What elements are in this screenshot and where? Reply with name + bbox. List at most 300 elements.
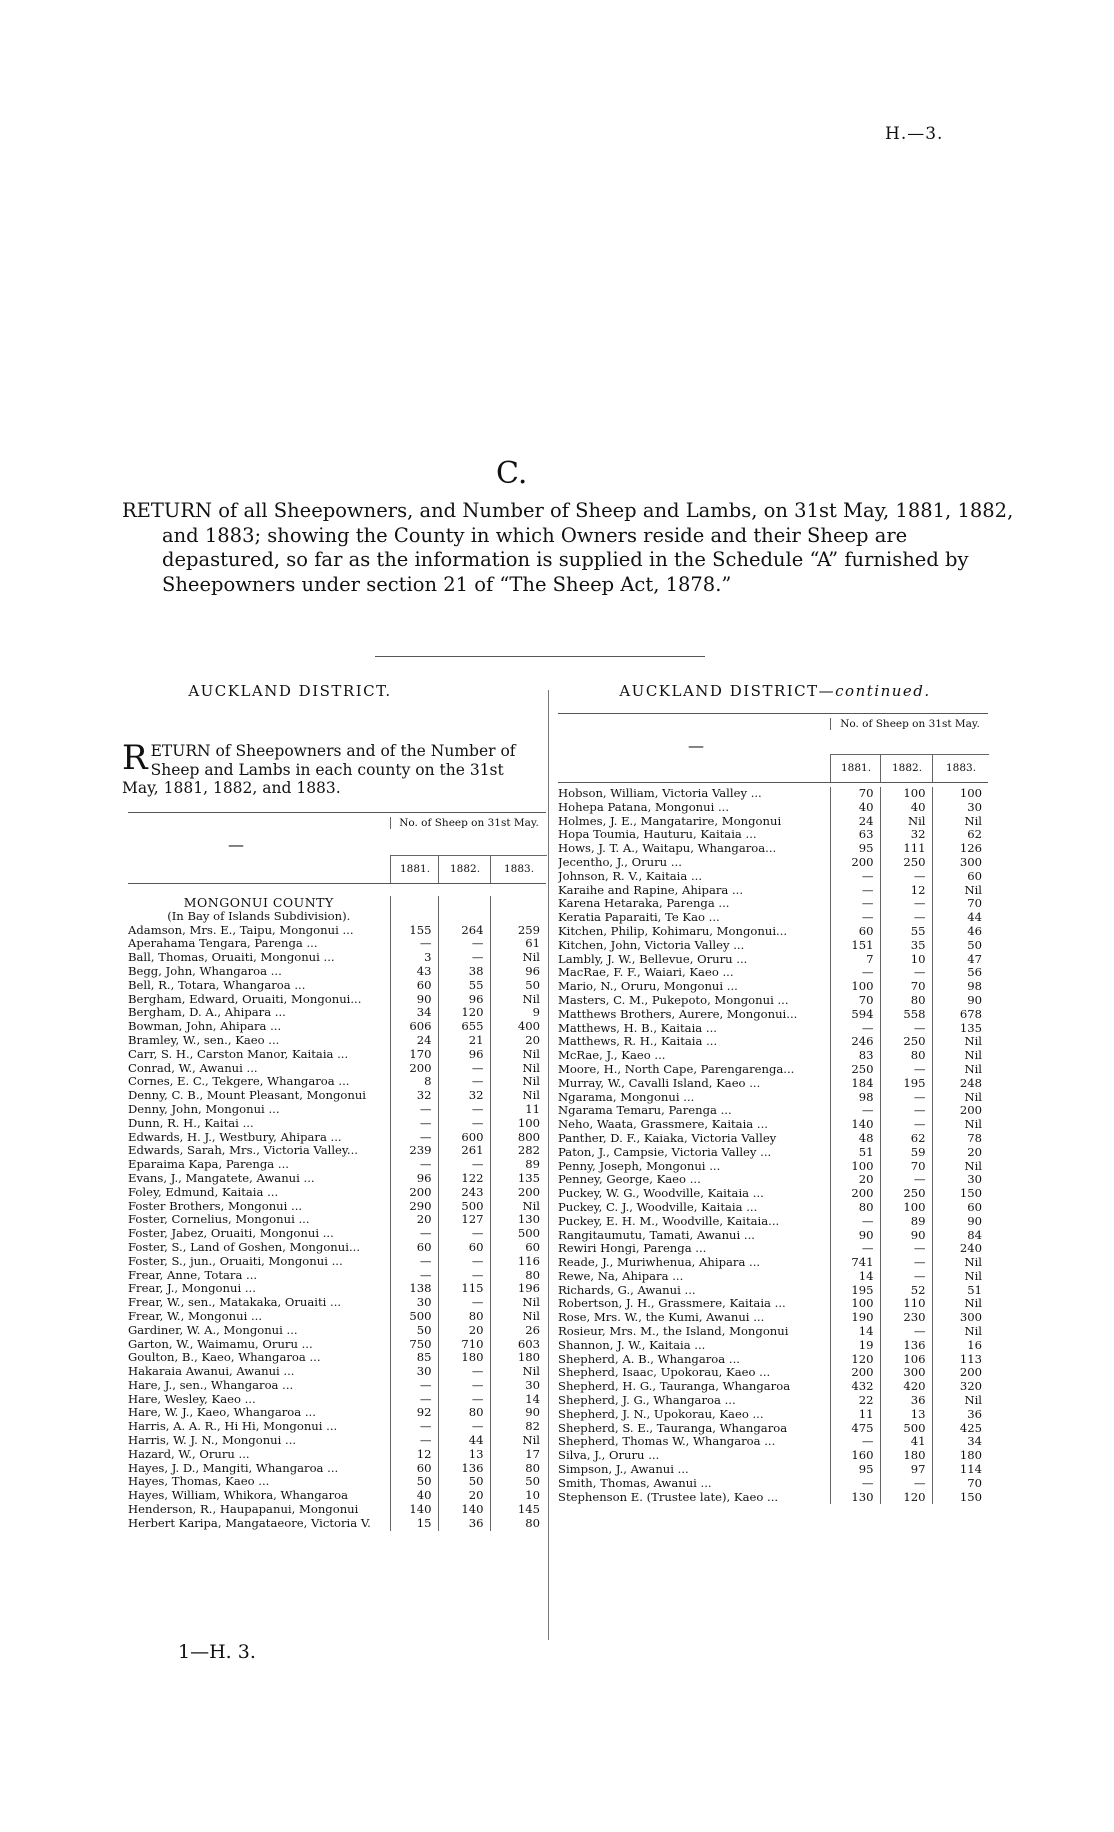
table-row <box>128 1131 546 1145</box>
sheep-1883-cell: 78 <box>932 1132 988 1146</box>
owner-cell: Karaihe and Rapine, Ahipara ... <box>558 883 744 897</box>
sheep-1882-cell: 80 <box>438 1310 490 1324</box>
section-row <box>128 896 546 910</box>
table-row <box>128 1172 546 1186</box>
table-row <box>558 1201 988 1215</box>
owner-cell: Frear, W., Mongonui ... <box>128 1309 263 1323</box>
sheep-1883-cell: 116 <box>490 1255 546 1269</box>
sheep-1881-cell: 190 <box>830 1311 880 1325</box>
sheep-1882-cell: — <box>438 1393 490 1407</box>
sheep-1882-cell: 180 <box>438 1351 490 1365</box>
owner-cell: Kitchen, John, Victoria Valley ... <box>558 938 745 952</box>
column-divider <box>548 690 549 1640</box>
sheep-1881-cell: 60 <box>390 1241 438 1255</box>
owner-cell: Puckey, C. J., Woodville, Kaitaia ... <box>558 1200 758 1214</box>
header-year-1883: 1883. <box>932 754 989 782</box>
owner-cell: Edwards, H. J., Westbury, Ahipara ... <box>128 1130 342 1144</box>
sheep-1883-cell: 50 <box>490 979 546 993</box>
owner-cell: Bramley, W., sen., Kaeo ... <box>128 1033 280 1047</box>
table-row <box>558 994 988 1008</box>
sheep-1883-cell: 20 <box>932 1146 988 1160</box>
table-row <box>558 1118 988 1132</box>
owner-cell: Cornes, E. C., Tekgere, Whangaroa ... <box>128 1075 350 1089</box>
owner-cell: Rewiri Hongi, Parenga ... <box>558 1242 707 1256</box>
owner-cell: Matthews Brothers, Aurere, Mongonui... <box>558 1007 798 1021</box>
table-row <box>128 1310 546 1324</box>
owner-cell: Foster, Cornelius, Mongonui ... <box>128 1213 310 1227</box>
sheep-1883-cell: 240 <box>932 1242 988 1256</box>
sheep-1881-cell: 170 <box>390 1048 438 1062</box>
sheep-1881-cell: 92 <box>390 1406 438 1420</box>
owner-cell: Puckey, E. H. M., Woodville, Kaitaia... <box>558 1214 780 1228</box>
sheep-1881-cell: 250 <box>830 1063 880 1077</box>
sheep-1883-cell: 800 <box>490 1131 546 1145</box>
sheep-1882-cell: 40 <box>880 801 932 815</box>
table-row <box>558 1394 988 1408</box>
owner-cell: Foster, S., jun., Oruaiti, Mongonui ... <box>128 1254 343 1268</box>
table-row <box>558 1022 988 1036</box>
sheep-1883-cell: Nil <box>932 884 988 898</box>
sheep-1881-cell: — <box>830 1242 880 1256</box>
table-row <box>128 965 546 979</box>
sheep-1882-cell: — <box>438 1420 490 1434</box>
sheep-1882-cell: — <box>438 1365 490 1379</box>
owner-cell: Panther, D. F., Kaiaka, Victoria Valley <box>558 1131 777 1145</box>
sheep-1881-cell: 60 <box>830 925 880 939</box>
owner-cell: Frear, Anne, Totara ... <box>128 1268 258 1282</box>
left-table-header <box>128 812 546 884</box>
owner-cell: Aperahama Tengara, Parenga ... <box>128 937 318 951</box>
sheep-1882-cell: 52 <box>880 1284 932 1298</box>
sheep-1883-cell: Nil <box>932 1118 988 1132</box>
table-row <box>558 1091 988 1105</box>
sheep-1883-cell: Nil <box>490 1075 546 1089</box>
sheep-1883-cell: 500 <box>490 1227 546 1241</box>
table-row <box>558 1160 988 1174</box>
sheep-1881-cell: 239 <box>390 1144 438 1158</box>
owner-cell: Hazard, W., Oruru ... <box>128 1447 250 1461</box>
sheep-1881-cell: 200 <box>830 1187 880 1201</box>
sheep-1882-cell: 100 <box>880 1201 932 1215</box>
sheep-1883-cell: Nil <box>932 1035 988 1049</box>
table-row <box>558 1463 988 1477</box>
owner-cell: Bergham, D. A., Ahipara ... <box>128 1006 286 1020</box>
table-row <box>558 815 988 829</box>
owner-cell: Frear, J., Mongonui ... <box>128 1282 256 1296</box>
sheep-1881-cell: — <box>830 1022 880 1036</box>
sheep-1882-cell: — <box>880 1256 932 1270</box>
sheep-1883-cell: 180 <box>490 1351 546 1365</box>
sheep-1881-cell: 594 <box>830 1008 880 1022</box>
table-row <box>128 1489 546 1503</box>
sheep-1881-cell: — <box>830 911 880 925</box>
table-row <box>128 1296 546 1310</box>
page-footer: 1—H. 3. <box>178 1641 256 1663</box>
section-letter: C. <box>496 456 528 491</box>
sheep-1881-cell: 160 <box>830 1449 880 1463</box>
sheep-1883-cell: 400 <box>490 1020 546 1034</box>
sheep-1882-cell: Nil <box>880 815 932 829</box>
sheep-1883-cell: 114 <box>932 1463 988 1477</box>
sheep-1881-cell: — <box>390 1269 438 1283</box>
owner-cell: MacRae, F. F., Waiari, Kaeo ... <box>558 966 734 980</box>
sheep-1883-cell: 50 <box>490 1475 546 1489</box>
table-row <box>128 1006 546 1020</box>
sheep-1882-cell: 96 <box>438 993 490 1007</box>
sheep-1881-cell: 95 <box>830 1463 880 1477</box>
sheep-1881-cell: — <box>830 870 880 884</box>
owner-cell: Simpson, J., Awanui ... <box>558 1463 689 1477</box>
sheep-1883-cell: 70 <box>932 897 988 911</box>
sheep-1881-cell: 30 <box>390 1296 438 1310</box>
sheep-1883-cell: 248 <box>932 1077 988 1091</box>
sheep-1881-cell: 70 <box>830 994 880 1008</box>
owner-cell: Rewe, Na, Ahipara ... <box>558 1269 684 1283</box>
sheep-1883-cell: 300 <box>932 1311 988 1325</box>
sheep-1883-cell: 96 <box>490 965 546 979</box>
owner-cell: Hayes, Thomas, Kaeo ... <box>128 1475 270 1489</box>
table-row <box>558 1284 988 1298</box>
sheep-1882-cell: 59 <box>880 1146 932 1160</box>
table-row <box>128 1448 546 1462</box>
sheep-1881-cell: — <box>390 1131 438 1145</box>
sheep-1883-cell: 113 <box>932 1353 988 1367</box>
owner-cell: Shepherd, H. G., Tauranga, Whangaroa <box>558 1380 791 1394</box>
table-row <box>128 979 546 993</box>
sheep-1883-cell: 36 <box>932 1408 988 1422</box>
owner-cell: Masters, C. M., Pukepoto, Mongonui ... <box>558 993 789 1007</box>
sheep-1881-cell: 11 <box>830 1408 880 1422</box>
owner-cell: Hopa Toumia, Hauturu, Kaitaia ... <box>558 828 757 842</box>
table-row <box>558 1366 988 1380</box>
sheep-1882-cell: 250 <box>880 1035 932 1049</box>
table-row <box>558 884 988 898</box>
owner-cell: Adamson, Mrs. E., Taipu, Mongonui ... <box>128 923 354 937</box>
sheep-1881-cell: 96 <box>390 1172 438 1186</box>
sheep-1881-cell: — <box>390 1434 438 1448</box>
owner-cell: Henderson, R., Haupapanui, Mongonui <box>128 1503 359 1517</box>
sheep-1881-cell: — <box>830 1477 880 1491</box>
owner-cell: Mario, N., Oruru, Mongonui ... <box>558 980 738 994</box>
sheep-1883-cell: Nil <box>490 993 546 1007</box>
owner-cell: Harris, A. A. R., Hi Hi, Mongonui ... <box>128 1420 338 1434</box>
owner-cell: Conrad, W., Awanui ... <box>128 1061 258 1075</box>
sheep-1882-cell: 90 <box>880 1229 932 1243</box>
sheep-1882-cell: 710 <box>438 1338 490 1352</box>
table-row <box>128 1255 546 1269</box>
owner-cell: Matthews, H. B., Kaitaia ... <box>558 1021 717 1035</box>
table-row <box>128 1406 546 1420</box>
sheep-1882-cell: — <box>880 1477 932 1491</box>
table-row <box>558 911 988 925</box>
sheep-1882-cell: — <box>438 1255 490 1269</box>
table-row <box>128 993 546 1007</box>
table-row <box>128 1324 546 1338</box>
sheep-1881-cell: 19 <box>830 1339 880 1353</box>
sheep-1883-cell: 282 <box>490 1144 546 1158</box>
sheep-1882-cell: — <box>438 951 490 965</box>
owner-cell: Harris, W. J. N., Mongonui ... <box>128 1434 297 1448</box>
intro-text: ETURN of Sheepowners and of the Number of Sheep and Lambs in each county on the 31st May, 1881, 1882, and 1883. <box>122 742 516 797</box>
sheep-1882-cell: 20 <box>438 1489 490 1503</box>
sheep-1883-cell: 200 <box>490 1186 546 1200</box>
sheep-1881-cell: — <box>390 1227 438 1241</box>
sheep-1881-cell: 7 <box>830 953 880 967</box>
sheep-1883-cell: Nil <box>490 951 546 965</box>
sheep-1882-cell: 136 <box>438 1462 490 1476</box>
sheep-1882-cell: 558 <box>880 1008 932 1022</box>
owner-cell: Silva, J., Oruru ... <box>558 1449 660 1463</box>
owner-cell: Hayes, J. D., Mangiti, Whangaroa ... <box>128 1461 339 1475</box>
sheep-1883-cell: 70 <box>932 1477 988 1491</box>
owner-cell: McRae, J., Kaeo ... <box>558 1049 666 1063</box>
table-row <box>128 1075 546 1089</box>
sheep-1882-cell: 13 <box>880 1408 932 1422</box>
sheep-1881-cell: — <box>830 1435 880 1449</box>
owner-cell: Puckey, W. G., Woodville, Kaitaia ... <box>558 1187 764 1201</box>
owner-cell: Herbert Karipa, Mangataeore, Victoria V. <box>128 1516 371 1530</box>
owner-cell: Hare, Wesley, Kaeo ... <box>128 1392 256 1406</box>
sheep-1881-cell: 34 <box>390 1006 438 1020</box>
sheep-1883-cell: Nil <box>932 1063 988 1077</box>
table-row <box>558 980 988 994</box>
sheep-1882-cell: — <box>438 1117 490 1131</box>
sheep-1882-cell: 55 <box>438 979 490 993</box>
table-row <box>128 1034 546 1048</box>
owner-cell: Hare, J., sen., Whangaroa ... <box>128 1378 294 1392</box>
sheep-1882-cell: 35 <box>880 939 932 953</box>
sheep-1882-cell: 70 <box>880 980 932 994</box>
sheep-1883-cell: 90 <box>932 1215 988 1229</box>
sheep-1881-cell: 98 <box>830 1091 880 1105</box>
header-group-label: No. of Sheep on 31st May. <box>830 718 989 730</box>
sheep-1881-cell: 85 <box>390 1351 438 1365</box>
table-row <box>558 1491 988 1505</box>
sheep-1883-cell: 320 <box>932 1380 988 1394</box>
sheep-1881-cell: 8 <box>390 1075 438 1089</box>
sheep-1882-cell: 20 <box>438 1324 490 1338</box>
owner-cell: Bell, R., Totara, Whangaroa ... <box>128 978 306 992</box>
sheep-1882-cell: 70 <box>880 1160 932 1174</box>
table-row <box>128 1213 546 1227</box>
owner-cell: Robertson, J. H., Grassmere, Kaitaia ... <box>558 1297 786 1311</box>
sheep-1883-cell: 10 <box>490 1489 546 1503</box>
sheep-1881-cell: — <box>830 897 880 911</box>
sheep-1881-cell: 15 <box>390 1517 438 1531</box>
table-row <box>558 787 988 801</box>
table-row <box>558 1063 988 1077</box>
sheep-1882-cell: 80 <box>880 1049 932 1063</box>
sheep-1883-cell: Nil <box>932 1049 988 1063</box>
sheep-1881-cell: 741 <box>830 1256 880 1270</box>
sheep-1883-cell: 51 <box>932 1284 988 1298</box>
sheep-1882-cell: — <box>438 1062 490 1076</box>
table-row <box>558 966 988 980</box>
owner-cell: Reade, J., Muriwhenua, Ahipara ... <box>558 1256 761 1270</box>
table-row <box>128 1420 546 1434</box>
sheep-1883-cell: 61 <box>490 937 546 951</box>
right-table-header <box>558 713 988 783</box>
owner-cell: Johnson, R. V., Kaitaia ... <box>558 869 703 883</box>
sheep-1882-cell: 50 <box>438 1475 490 1489</box>
header-year-1883: 1883. <box>490 855 547 883</box>
sheep-1883-cell: 60 <box>932 870 988 884</box>
sheep-1883-cell: Nil <box>490 1062 546 1076</box>
sheep-1883-cell: Nil <box>490 1365 546 1379</box>
table-row <box>128 1103 546 1117</box>
sheep-1883-cell: 180 <box>932 1449 988 1463</box>
table-row <box>558 1077 988 1091</box>
owner-cell: Garton, W., Waimamu, Oruru ... <box>128 1337 313 1351</box>
sheep-1882-cell: 96 <box>438 1048 490 1062</box>
sheep-1881-cell: 43 <box>390 965 438 979</box>
sheep-1881-cell: — <box>390 1379 438 1393</box>
sheep-1882-cell: — <box>880 1104 932 1118</box>
sheep-1881-cell: — <box>830 1215 880 1229</box>
sheep-1882-cell: 55 <box>880 925 932 939</box>
sheep-1881-cell: 12 <box>390 1448 438 1462</box>
table-row <box>128 924 546 938</box>
owner-cell: Murray, W., Cavalli Island, Kaeo ... <box>558 1076 761 1090</box>
owner-cell: Jecentho, J., Oruru ... <box>558 855 682 869</box>
table-row <box>558 1380 988 1394</box>
owner-cell: Hobson, William, Victoria Valley ... <box>558 787 762 800</box>
intro-dropcap: R <box>122 738 148 778</box>
sheep-1882-cell: 60 <box>438 1241 490 1255</box>
sheep-1882-cell: — <box>438 1269 490 1283</box>
sheep-1882-cell: 127 <box>438 1213 490 1227</box>
sheep-1883-cell: 44 <box>932 911 988 925</box>
owner-cell: Hows, J. T. A., Waitapu, Whangaroa... <box>558 842 777 856</box>
table-row <box>558 939 988 953</box>
table-row <box>558 1242 988 1256</box>
owner-cell: Keratia Paparaiti, Te Kao ... <box>558 911 720 925</box>
sheep-1883-cell: 62 <box>932 828 988 842</box>
sheep-1881-cell: 50 <box>390 1475 438 1489</box>
sheep-1882-cell: 106 <box>880 1353 932 1367</box>
sheep-1881-cell: 200 <box>390 1186 438 1200</box>
header-year-1881: 1881. <box>830 754 881 782</box>
left-district-title: AUCKLAND DISTRICT. <box>188 682 392 700</box>
sheep-1882-cell: — <box>880 1091 932 1105</box>
table-row <box>558 1035 988 1049</box>
header-year-1881: 1881. <box>390 855 439 883</box>
table-row <box>558 1229 988 1243</box>
header-group-label: No. of Sheep on 31st May. <box>390 817 547 829</box>
table-row <box>128 1338 546 1352</box>
table-row <box>128 1227 546 1241</box>
sheep-1881-cell: 151 <box>830 939 880 953</box>
table-row <box>128 1241 546 1255</box>
table-row <box>128 1200 546 1214</box>
sheep-1883-cell: 82 <box>490 1420 546 1434</box>
owner-cell: Lambly, J. W., Bellevue, Oruru ... <box>558 952 748 966</box>
sheep-1881-cell: 155 <box>390 924 438 938</box>
page-reference: H.—3. <box>885 124 944 144</box>
owner-cell: Penny, Joseph, Mongonui ... <box>558 1159 721 1173</box>
sheep-1881-cell: 32 <box>390 1089 438 1103</box>
sheep-1882-cell: 655 <box>438 1020 490 1034</box>
header-dash: — <box>228 835 244 854</box>
owner-cell: Gardiner, W. A., Mongonui ... <box>128 1323 298 1337</box>
sheep-1883-cell: 17 <box>490 1448 546 1462</box>
sheep-1882-cell: 12 <box>880 884 932 898</box>
sheep-1883-cell: 150 <box>932 1187 988 1201</box>
table-row <box>558 953 988 967</box>
sheep-1881-cell: 200 <box>390 1062 438 1076</box>
sheep-1882-cell: 21 <box>438 1034 490 1048</box>
table-row <box>128 1393 546 1407</box>
table-row <box>128 1475 546 1489</box>
owner-cell: Bowman, John, Ahipara ... <box>128 1020 282 1034</box>
sheep-1881-cell: 63 <box>830 828 880 842</box>
table-row <box>558 897 988 911</box>
sheep-1882-cell: — <box>880 1242 932 1256</box>
sheep-1882-cell: — <box>438 1296 490 1310</box>
table-row <box>558 1049 988 1063</box>
sheep-1881-cell: 30 <box>390 1365 438 1379</box>
table-row <box>128 1117 546 1131</box>
owner-cell: Shepherd, Isaac, Upokorau, Kaeo ... <box>558 1366 771 1380</box>
owner-cell: Kitchen, Philip, Kohimaru, Mongonui... <box>558 924 788 938</box>
sheep-1883-cell: 84 <box>932 1229 988 1243</box>
table-row <box>128 1089 546 1103</box>
table-row <box>558 1311 988 1325</box>
owner-cell: Ball, Thomas, Oruaiti, Mongonui ... <box>128 951 335 965</box>
owner-cell: Hakaraia Awanui, Awanui ... <box>128 1365 295 1379</box>
sheep-1883-cell: 145 <box>490 1503 546 1517</box>
owner-cell: Edwards, Sarah, Mrs., Victoria Valley... <box>128 1144 358 1158</box>
sheep-1883-cell: Nil <box>490 1200 546 1214</box>
table-row <box>128 1379 546 1393</box>
sheep-1883-cell: 60 <box>490 1241 546 1255</box>
sheep-1881-cell: 500 <box>390 1310 438 1324</box>
sheep-1883-cell: 50 <box>932 939 988 953</box>
sheep-1881-cell: 200 <box>830 856 880 870</box>
sheep-1882-cell: 120 <box>438 1006 490 1020</box>
owner-cell: Eparaima Kapa, Parenga ... <box>128 1158 289 1172</box>
sheep-1883-cell: 100 <box>490 1117 546 1131</box>
sheep-1881-cell: 750 <box>390 1338 438 1352</box>
sheep-1883-cell: 30 <box>490 1379 546 1393</box>
table-row <box>558 1449 988 1463</box>
owner-cell: Shepherd, Thomas W., Whangaroa ... <box>558 1435 776 1449</box>
owner-cell: Paton, J., Campsie, Victoria Valley ... <box>558 1145 772 1159</box>
sheep-1883-cell: 26 <box>490 1324 546 1338</box>
sheep-1881-cell: — <box>830 966 880 980</box>
table-row <box>558 870 988 884</box>
sheep-1883-cell: Nil <box>932 1297 988 1311</box>
table-row <box>128 1158 546 1172</box>
sheep-1883-cell: 16 <box>932 1339 988 1353</box>
sheep-1882-cell: 115 <box>438 1282 490 1296</box>
sheep-1882-cell: 230 <box>880 1311 932 1325</box>
sheep-1883-cell: 90 <box>932 994 988 1008</box>
left-intro-paragraph <box>122 738 542 798</box>
sheep-1883-cell: 34 <box>932 1435 988 1449</box>
sheep-1883-cell: 200 <box>932 1366 988 1380</box>
owner-cell: Foster, Jabez, Oruaiti, Mongonui ... <box>128 1227 334 1241</box>
sheep-1883-cell: Nil <box>490 1310 546 1324</box>
owner-cell: Shepherd, S. E., Tauranga, Whangaroa <box>558 1421 788 1435</box>
document-heading: RETURN of all Sheepowners, and Number of Sheep and Lambs, on 31st May, 1881, 1882, and 1883; showing the County in which Owners reside and their Sheep are depastured, so far as the information is supplied in the Schedule “A” furnished by Sheepowners under section 21 of “The Sheep Act, 1878.” <box>122 499 1014 596</box>
table-row <box>558 828 988 842</box>
sheep-1881-cell: 3 <box>390 951 438 965</box>
sheep-1883-cell: 135 <box>490 1172 546 1186</box>
sheep-1882-cell: — <box>438 1227 490 1241</box>
sheep-1883-cell: 60 <box>932 1201 988 1215</box>
sheep-1882-cell: — <box>880 911 932 925</box>
